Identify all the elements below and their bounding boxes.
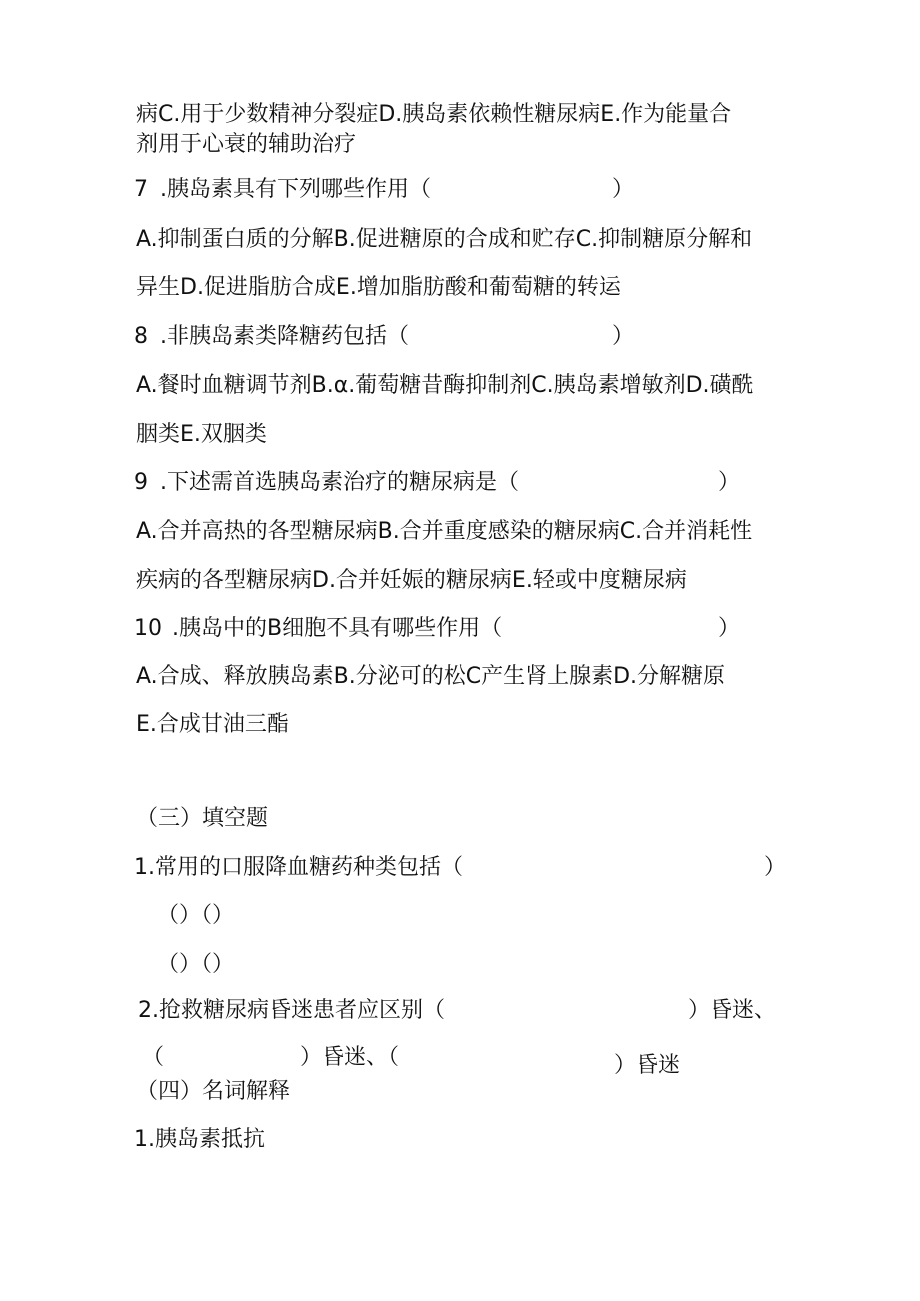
answer-blank-close: ）昏迷、 [688, 998, 777, 1023]
section-heading: （四）名词解释 [136, 1079, 291, 1104]
section-heading: （三）填空题 [136, 806, 269, 831]
answer-blank-close: ） [718, 616, 741, 641]
question-text: .胰岛中的B细胞不具有哪些作用（ [172, 616, 503, 641]
option-line: E.合成甘油三酯 [136, 712, 289, 737]
fill-question-text: 1.常用的口服降血糖药种类包括（ [134, 855, 463, 880]
answer-blank-close: ） [718, 470, 741, 495]
question-number: 8 [134, 324, 148, 349]
option-line: 异生D.促进脂肪合成E.增加脂肪酸和葡萄糖的转运 [136, 275, 621, 300]
option-line: A.餐时血糖调节剂B.α.葡萄糖昔酶抑制剂C.胰岛素增敏剂D.磺酰 [136, 373, 754, 398]
answer-blank-close: ） [612, 177, 635, 202]
answer-blank-close: ）昏迷 [614, 1053, 681, 1078]
option-line: 疾病的各型糖尿病D.合并妊娠的糖尿病E.轻或中度糖尿病 [136, 568, 687, 593]
question-text: .胰岛素具有下列哪些作用（ [160, 177, 431, 202]
question-number: 7 [134, 177, 148, 202]
answer-blank-close: ） [764, 855, 787, 880]
option-line: A.合成、释放胰岛素B.分泌可的松C产生肾上腺素D.分解糖原 [136, 664, 726, 689]
answer-blank-close: ）昏迷、（ [300, 1045, 400, 1070]
option-line: 胭类E.双胭类 [136, 422, 267, 447]
question-text: .下述需首选胰岛素治疗的糖尿病是（ [160, 470, 519, 495]
option-line: A.抑制蛋白质的分解B.促进糖原的合成和贮存C.抑制糖原分解和 [136, 227, 753, 252]
answer-blanks: （）（） [157, 952, 235, 977]
text-line: 病C.用于少数精神分裂症D.胰岛素依赖性糖尿病E.作为能量合 [136, 102, 732, 127]
answer-blank-open: （ [142, 1045, 165, 1070]
answer-blanks: （）（） [157, 903, 235, 928]
answer-blank-close: ） [612, 324, 635, 349]
question-number: 10 [134, 616, 162, 641]
text-line: 剂用于心衰的辅助治疗 [136, 132, 357, 157]
fill-question-text: 2.抢救糖尿病昏迷患者应区别（ [138, 998, 445, 1023]
option-line: A.合并高热的各型糖尿病B.合并重度感染的糖尿病C.合并消耗性 [136, 519, 753, 544]
question-text: .非胰岛素类降糖药包括（ [160, 324, 409, 349]
question-number: 9 [134, 470, 148, 495]
term-item: 1.胰岛素抵抗 [134, 1127, 265, 1152]
